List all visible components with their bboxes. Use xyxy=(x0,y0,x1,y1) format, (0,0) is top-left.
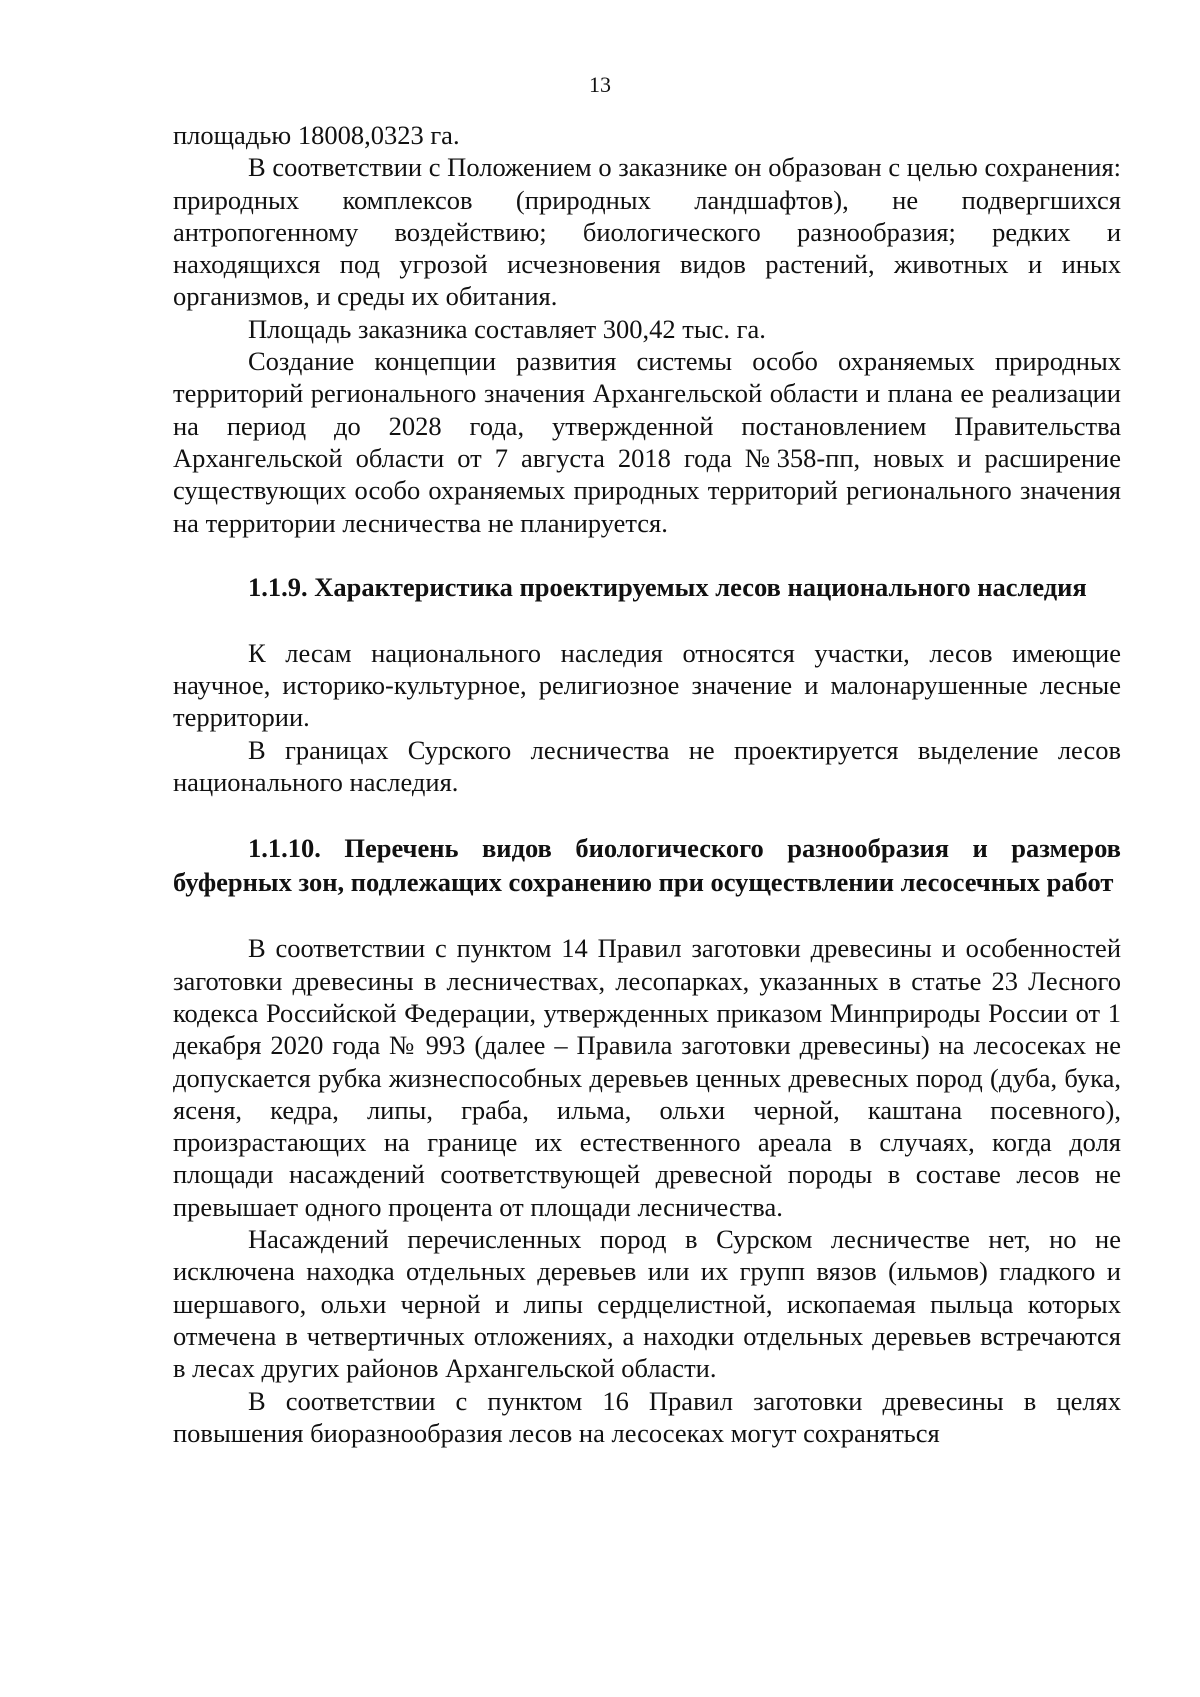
page-number: 13 xyxy=(589,72,611,97)
paragraph-reserve-purpose: В соответствии с Положением о заказнике он образован с целью сохранения: природных комплексов (природных ландшафтов), не подвергшихся антропогенному воздействию; биологического разнообразия; редких и находящихся под угрозой исчезновения видов растений, животных и иных организмов, и среды их обитания. xyxy=(173,152,1121,312)
document-body xyxy=(173,119,1121,1449)
section-heading-1-1-10: 1.1.10. Перечень видов биологического разнообразия и размеров буферных зон, подлежащих сохранению при осуществлении лесосечных работ xyxy=(173,833,1121,898)
paragraph-rare-species: Насаждений перечисленных пород в Сурском лесничестве нет, но не исключена находка отдельных деревьев или их групп вязов (ильмов) гладкого и шершавого, ольхи черной и липы сердцелистной, ископаемая пыльца которых отмечена в четвертичных отложениях, а находки отдельных деревьев встречаются в лесах других районов Архангельской области. xyxy=(173,1224,1121,1384)
paragraph-protected-areas-concept: Создание концепции развития системы особо охраняемых природных территорий регионального значения Архангельской области и плана ее реализации на период до 2028 года, утвержденной постановлением Правительства Архангельской области от 7 августа 2018 года №358-пп, новых и расширение существующих особо охраняемых природных территорий регионального значения на территории лесничества не планируется. xyxy=(173,346,1121,538)
paragraph-logging-rules-16: В соответствии с пунктом 16 Правил заготовки древесины в целях повышения биоразнообразия лесов на лесосеках могут сохраняться xyxy=(173,1385,1121,1448)
paragraph-reserve-area: Площадь заказника составляет 300,42 тыс. га. xyxy=(248,313,766,344)
section-heading-1-1-9: 1.1.9. Характеристика проектируемых лесов национального наследия xyxy=(248,571,1087,602)
paragraph-area-continuation: площадью 18008,0323 га. xyxy=(173,120,460,150)
paragraph-heritage-forests-definition: К лесам национального наследия относятся участки, лесов имеющие научное, историко-культурное, религиозное значение и малонарушенные лесные территории. xyxy=(173,637,1121,733)
paragraph-heritage-forests-absent: В границах Сурского лесничества не проектируется выделение лесов национального наследия. xyxy=(173,734,1121,798)
paragraph-logging-rules-14: В соответствии с пунктом 14 Правил заготовки древесины и особенностей заготовки древесины в лесничествах, лесопарках, указанных в статье 23 Лесного кодекса Российской Федерации, утвержденных приказом Минприроды России от 1 декабря 2020 года № 993 (далее – Правила заготовки древесины) на лесосеках не допускается рубка жизнеспособных деревьев ценных древесных пород (дуба, бука, ясеня, кедра, липы, граба, ильма, ольхи черной, каштана посевного), произрастающих на границе их естественного ареала в случаях, когда доля площади насаждений соответствующей древесной породы в составе лесов не превышает одного процента от площади лесничества. xyxy=(173,933,1121,1222)
